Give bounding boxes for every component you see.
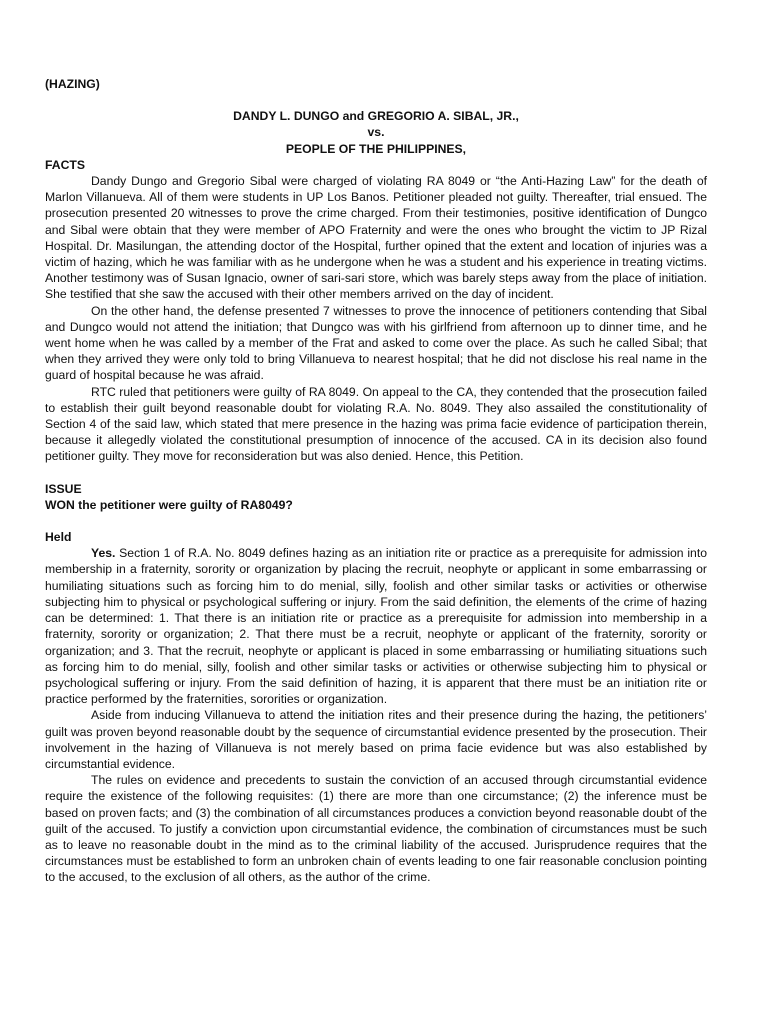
issue-question: WON the petitioner were guilty of RA8049? xyxy=(45,497,293,512)
held-paragraph xyxy=(45,545,707,707)
held-paragraph: Aside from inducing Villanueva to attend the initiation rites and their presence during the hazing, the petitioners’ guilt was proven beyond reasonable doubt by the sequence of circumstantial evidence presented by the prosecution. Their involvement in the hazing of Villanueva is not merely based on prima facie evidence but was also established by circumstantial evidence. xyxy=(45,708,707,771)
case-respondent-title: PEOPLE OF THE PHILIPPINES, xyxy=(285,141,467,156)
facts-heading: FACTS xyxy=(45,157,85,172)
issue-heading: ISSUE xyxy=(45,481,82,496)
case-category-tag: (HAZING) xyxy=(45,77,100,91)
case-parties-title: DANDY L. DUNGO and GREGORIO A. SIBAL, JR., xyxy=(233,109,519,124)
held-heading: Held xyxy=(45,530,72,545)
facts-paragraph: Dandy Dungo and Gregorio Sibal were charged of violating RA 8049 or “the Anti-Hazing Law” for the death of Marlon Villanueva. All of them were students in UP Los Banos. Petitioner pleaded not guilty. Thereafter, trial ensued. The prosecution presented 20 witnesses to prove the crime charged. From their testimonies, positive identification of Dungco and Sibal were obtain that they were member of APO Fraternity and were the ones who brought the victim to JP Rizal Hospital. Dr. Masilungan, the attending doctor of the Hospital, further opined that the extent and location of injuries was a victim of hazing, which he was familiar with as he undergone when he was a student and his experience in treating victims. Another testimony was of Susan Ignacio, owner of sari-sari store, which was barely steps away from the place of initiation. She testified that she saw the accused with their other members arrived on the day of incident. xyxy=(45,174,707,302)
facts-paragraph: RTC ruled that petitioners were guilty of RA 8049. On appeal to the CA, they contended that the prosecution failed to establish their guilt beyond reasonable doubt for violating R.A. No. 8049. They also assailed the constitutionality of Section 4 of the said law, which stated that mere presence in the hazing was prima facie evidence of participation therein, because it allegedly violated the constitutional presumption of innocence of the accused. CA in its decision also found petitioner guilty. They move for reconsideration but was also denied. Hence, this Petition. xyxy=(45,384,707,464)
document-page xyxy=(45,76,707,886)
facts-paragraph: On the other hand, the defense presented 7 witnesses to prove the innocence of petitioners contending that Sibal and Dungco would not attend the initiation; that Dungco was with his girlfriend from afternoon up to dinner time, and he went home when he was called by a member of the Frat and asked to come over the place. As such he called Sibal; that when they arrived they were only told to bring Villanueva to nearest hospital; that he did not disclose his real name in the guard of hospital because he was afraid. xyxy=(45,303,707,383)
held-paragraph-text: Section 1 of R.A. No. 8049 defines hazing as an initiation rite or practice as a prerequisite for admission into membership in a fraternity, sorority or organization by placing the recruit, neophyte or applicant in some embarrassing or humiliating situations such as forcing him to do menial, silly, foolish and other similar tasks or activities or otherwise subjecting him to physical or psychological suffering or injury. From the said definition, the elements of the crime of hazing can be determined: 1. That there is an initiation rite or practice as a prerequisite for admission into membership in a fraternity, sorority or organization; 2. That there must be a recruit, neophyte or applicant of the fraternity, sorority or organization; and 3. That the recruit, neophyte or applicant is placed in some embarrassing or humiliating situations such as forcing him to do menial, silly, foolish and other similar tasks or activities or otherwise subjecting him to physical or psychological suffering or injury. From the said definition of hazing, it is apparent that there must be an initiation rite or practice performed by the fraternities, sororities or organization. xyxy=(45,546,707,707)
case-versus: vs. xyxy=(367,125,385,140)
held-answer: Yes. xyxy=(91,546,116,561)
held-paragraph: The rules on evidence and precedents to sustain the conviction of an accused through circumstantial evidence require the existence of the following requisites: (1) there are more than one circumstance; (2) the inference must be based on proven facts; and (3) the combination of all circumstances produces a conviction beyond reasonable doubt of the guilt of the accused. To justify a conviction upon circumstantial evidence, the combination of circumstances must be such as to leave no reasonable doubt in the mind as to the criminal liability of the accused. Jurisprudence requires that the circumstances must be established to form an unbroken chain of events leading to one fair reasonable conclusion pointing to the accused, to the exclusion of all others, as the author of the crime. xyxy=(45,773,707,885)
